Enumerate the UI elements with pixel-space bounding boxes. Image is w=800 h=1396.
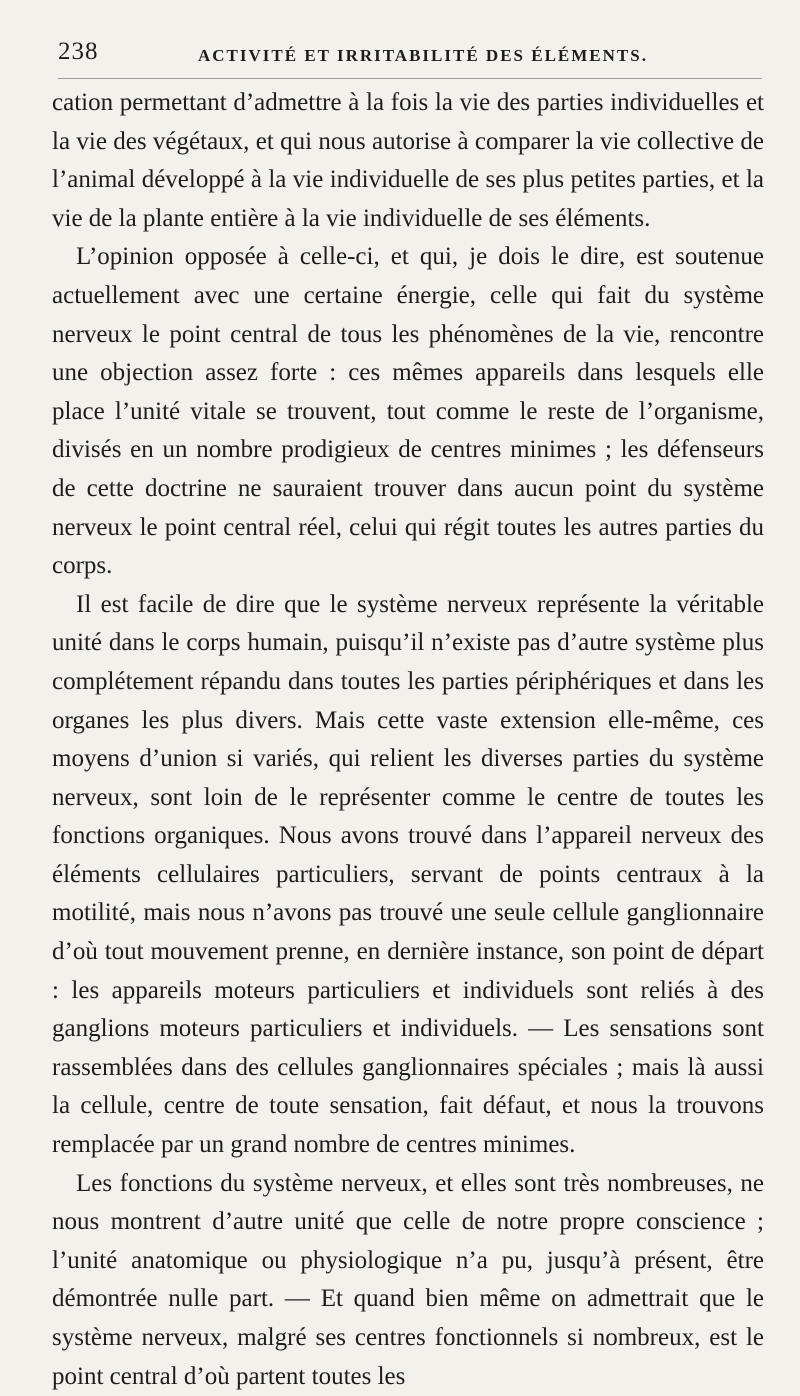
page-header [58,38,762,79]
paragraph-nervous-system: Il est facile de dire que le système nerveux représente la véritable unité dans le corps humain, puisqu’il n’existe pas d’autre système plus complétement répandu dans toutes les parties périphériques et dans les organes les plus divers. Mais cette vaste extension elle-même, ces moyens d’union si variés, qui relient les diverses parties du système nerveux, sont loin de le représenter comme le centre de toutes les fonctions organiques. Nous avons trouvé dans l’appareil nerveux des éléments cellulaires particuliers, servant de points centraux à la motilité, mais nous n’avons pas trouvé une seule cellule ganglionnaire d’où tout mouvement prenne, en dernière instance, son point de départ : les appareils moteurs particuliers et individuels sont reliés à des ganglions moteurs particuliers et individuels. — Les sensations sont rassemblées dans des cellules ganglionnaires spéciales ; mais là aussi la cellule, centre de toute sensation, fait défaut, et nous la trouvons remplacée par un grand nombre de centres minimes. [52,590,764,1159]
paragraph-functions: Les fonctions du système nerveux, et elles sont très nombreuses, ne nous montrent d’autre unité que celle de notre propre conscience ; l’unité anatomique ou physiologique n’a pu, jusqu’à présent, être démontrée nulle part. — Et quand bien même on admettrait que le système nerveux, malgré ses centres fonctionnels si nombreux, est le point central d’où partent toutes les [52,1169,764,1390]
paragraph-continued: cation permettant d’admettre à la fois la vie des parties individuelles et la vie des végétaux, et qui nous autorise à comparer la vie collective de l’animal développé à la vie individuelle de ses plus petites parties, et la vie de la plante entière à la vie individuelle de ses éléments. [52,89,764,232]
page-body [52,84,764,1396]
running-title: ACTIVITÉ ET IRRITABILITÉ DES ÉLÉMENTS. [198,46,648,65]
paragraph-opinion: L’opinion opposée à celle-ci, et qui, je dois le dire, est soutenue actuellement avec une certaine énergie, celle qui fait du système nerveux le point central de tous les phénomènes de la vie, rencontre une objection assez forte : ces mêmes appareils dans lesquels elle place l’unité vitale se trouvent, tout comme le reste de l’organisme, divisés en un nombre prodigieux de centres minimes ; les défenseurs de cette doctrine ne sauraient trouver dans aucun point du système nerveux le point central réel, celui qui régit toutes les autres parties du corps. [52,243,764,580]
page-number: 238 [58,38,99,65]
